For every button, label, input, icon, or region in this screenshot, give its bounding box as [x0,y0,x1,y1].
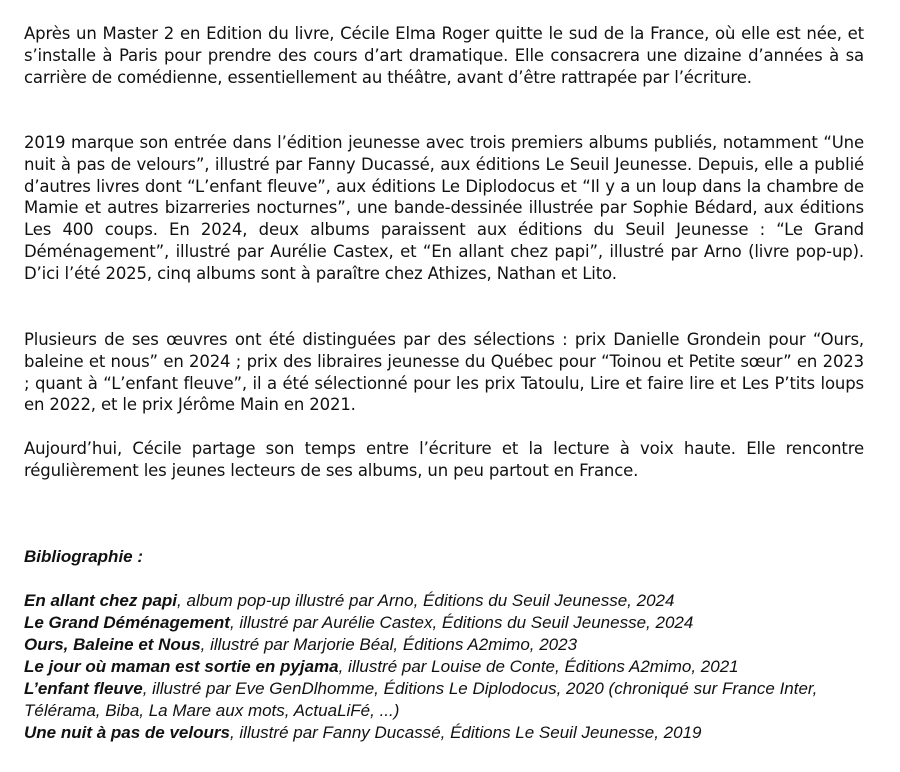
book-title: Ours, Baleine et Nous [24,635,201,654]
biography-paragraph: Après un Master 2 en Edition du livre, Cécile Elma Roger quitte le sud de la France, où elle est née, et s’installe à Paris pour prendre des cours d’art dramatique. Elle consacrera une dizaine d’années à sa carrière de comédienne, essentiellement au théâtre, avant d’être rattrapée par l’écriture. [24,24,864,87]
book-details: , illustré par Louise de Conte, Éditions A2mimo, 2021 [338,657,739,676]
biography-paragraph: 2019 marque son entrée dans l’édition jeunesse avec trois premiers albums publiés, notamment “Une nuit à pas de velours”, illustré par Fanny Ducassé, aux éditions Le Seuil Jeunesse. Depuis, elle a publié d’autres livres dont “L’enfant fleuve”, aux éditions Le Diplodocus et “Il y a un loup dans la chambre de Mamie et autres bizarreries nocturnes”, une bande-dessinée illustrée par Sophie Bédard, aux éditions Les 400 coups. En 2024, deux albums paraissent aux éditions du Seuil Jeunesse : “Le Grand Déménagement”, illustré par Aurélie Castex, et “En allant chez papi”, illustré par Arno (livre pop-up). D’ici l’été 2025, cinq albums sont à paraître chez Athizes, Nathan et Lito. [24,133,864,283]
biography-paragraph: Aujourd’hui, Cécile partage son temps entre l’écriture et la lecture à voix haute. Elle rencontre régulièrement les jeunes lecteurs de ses albums, un peu partout en France. [24,439,864,480]
bibliography-heading: Bibliographie : [24,547,143,566]
book-title: En allant chez papi [24,591,178,610]
bibliography-list [24,590,874,744]
bibliography-entry [24,656,874,678]
book-details: , illustré par Fanny Ducassé, Éditions Le Seuil Jeunesse, 2019 [229,723,702,742]
book-title: Le jour où maman est sortie en pyjama [24,657,339,676]
bibliography-entry [24,722,874,744]
book-title: L’enfant fleuve [24,679,143,698]
bibliography-entry [24,590,874,612]
book-title: Le Grand Déménagement [24,613,230,632]
bibliography-entry [24,612,874,634]
biography-paragraph: Plusieurs de ses œuvres ont été distinguées par des sélections : prix Danielle Grondein pour “Ours, baleine et nous” en 2024 ; prix des libraires jeunesse du Québec pour “Toinou et Petite sœur” en 2023 ; quant à “L’enfant fleuve”, il a été sélectionné pour les prix Tatoulu, Lire et faire lire et Les P’tits loups en 2022, et le prix Jérôme Main en 2021. [24,330,864,415]
book-details: , album pop-up illustré par Arno, Éditions du Seuil Jeunesse, 2024 [177,591,675,610]
bibliography-entry [24,678,874,722]
book-details: , illustré par Aurélie Castex, Éditions du Seuil Jeunesse, 2024 [229,613,694,632]
book-details: , illustré par Eve GenDlhomme, Éditions Le Diplodocus, 2020 (chroniqué sur France Inter, Télérama, Biba, La Mare aux mots, ActuaLiFé, ...) [24,679,818,720]
book-details: , illustré par Marjorie Béal, Éditions A2mimo, 2023 [200,635,578,654]
book-title: Une nuit à pas de velours [24,723,230,742]
bibliography-entry [24,634,874,656]
